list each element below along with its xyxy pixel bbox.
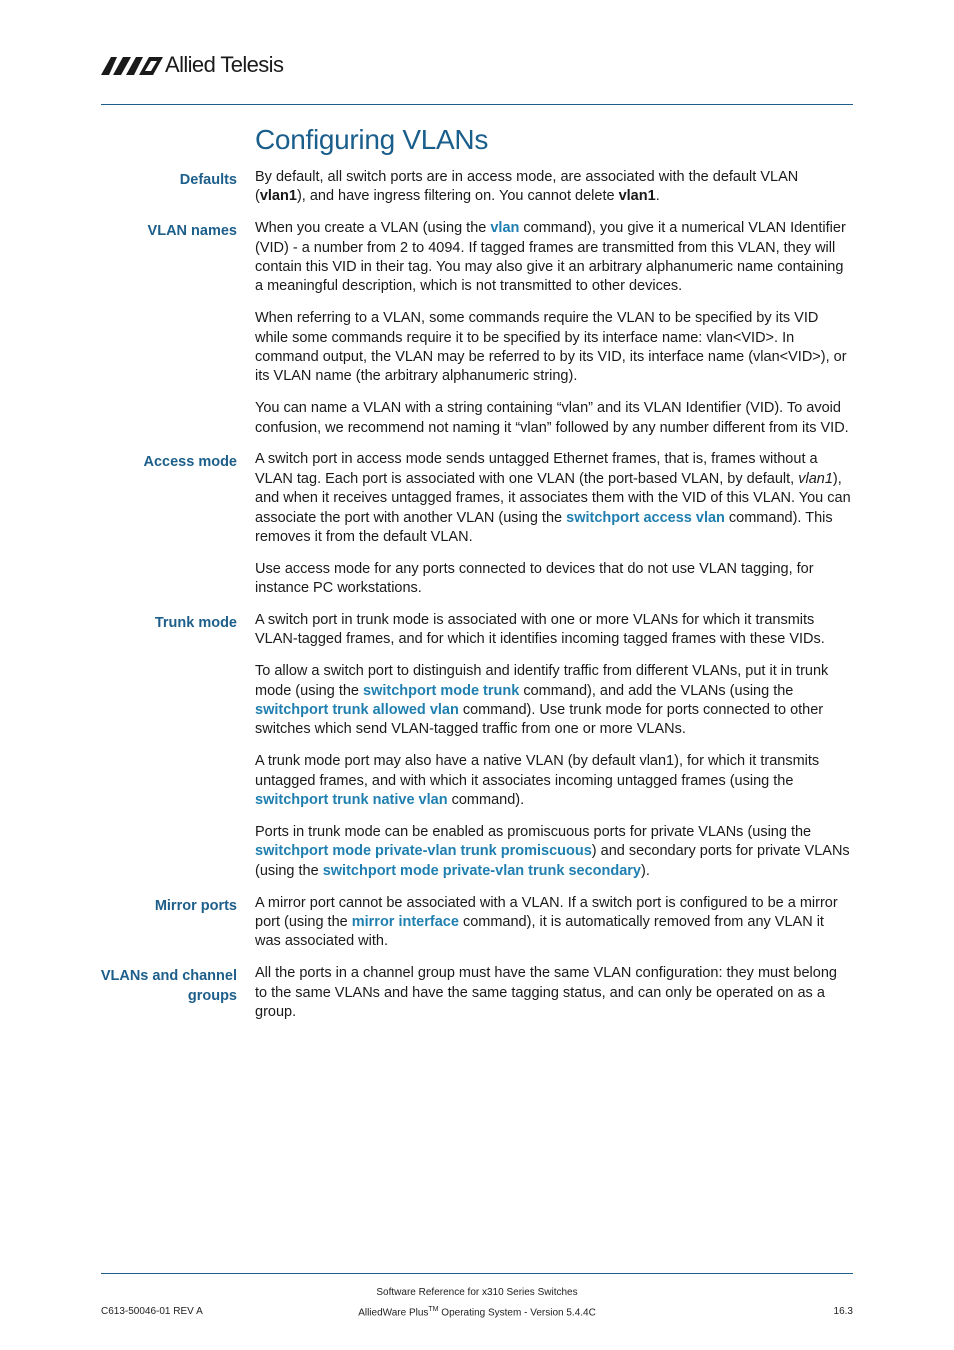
footer-doc-id: C613-50046-01 REV A xyxy=(101,1306,203,1317)
command-link[interactable]: switchport mode trunk xyxy=(363,682,520,699)
section-label: VLAN names xyxy=(147,223,237,240)
footer-rule xyxy=(101,1273,853,1274)
text-run: By default, all switch ports are in access mode, are associated with the default VLAN ( xyxy=(255,169,799,205)
command-link[interactable]: switchport access vlan xyxy=(566,509,725,526)
section-defaults xyxy=(0,168,954,207)
section-trunk-mode xyxy=(0,611,954,881)
section-label: Defaults xyxy=(179,172,237,188)
text-run: command), you give it a numerical VLAN Identifier (VID) - a number from 2 to 4094. If tagged frames are transmitted from this VLAN, they will contain this VID in their tag. You may also give it an arbitrary alphanumeric name containing a meaningful description, which is not transmitted to other devices. xyxy=(255,220,846,295)
section-mirror-ports xyxy=(0,894,954,952)
text-run: command), it is automatically removed from any VLAN it was associated with. xyxy=(255,913,824,950)
text-run: To allow a switch port to distinguish and identify traffic from different VLANs, put it in trunk mode (using the xyxy=(255,663,829,699)
section-label: Access mode xyxy=(143,454,237,471)
command-link[interactable]: switchport mode private-vlan trunk promiscuous xyxy=(255,843,592,860)
command-link[interactable]: switchport trunk native vlan xyxy=(255,792,448,809)
section-vlans-and-channel-groups xyxy=(0,964,954,1022)
text-run: ). xyxy=(641,862,650,879)
section-access-mode xyxy=(0,450,954,598)
paragraph xyxy=(255,219,853,297)
text-run: All the ports in a channel group must have the same VLAN configuration: they must belong to the same VLANs and have the same tagging status, and can only be operated on as a group. xyxy=(255,965,837,1020)
text-run: A switch port in trunk mode is associated with one or more VLANs for which it transmits VLAN-tagged frames, and for which it identifies incoming tagged frames with these VIDs. xyxy=(255,612,825,648)
command-link[interactable]: switchport mode private-vlan trunk secondary xyxy=(322,862,641,879)
command-link[interactable]: mirror interface xyxy=(351,913,459,930)
section-label: Trunk mode xyxy=(154,615,237,632)
text-run: You can name a VLAN with a string containing “vlan” and its VLAN Identifier (VID). To avoid confusion, we recommend not naming it “vlan” followed by any number different from its VID. xyxy=(255,400,849,436)
text-run: Use access mode for any ports connected to devices that do not use VLAN tagging, for instance PC workstations. xyxy=(255,560,814,597)
paragraph xyxy=(255,752,853,810)
paragraph xyxy=(255,823,853,881)
paragraph xyxy=(255,309,853,387)
text-run: A mirror port cannot be associated with a VLAN. If a switch port is configured to be a mirror port (using the xyxy=(255,894,838,930)
text-run: When you create a VLAN (using the xyxy=(255,220,491,237)
paragraph xyxy=(255,662,853,740)
section-label: Mirror ports xyxy=(154,897,237,914)
text-run: . xyxy=(655,188,660,205)
section-vlan-names xyxy=(0,219,954,438)
text-run: When referring to a VLAN, some commands require the VLAN to be specified by its VID while some commands require it to be specified by its interface name: vlan<VID>. In command output, the VLAN may be referred to by its VID, its interface name (vlan<VID>), or its VLAN name (the arbitrary alphanumeric string). xyxy=(255,310,847,385)
allied-telesis-logo xyxy=(101,50,283,80)
text-run: command). Use trunk mode for ports connected to other switches which send VLAN-tagged traffic from one or more VLANs. xyxy=(255,702,824,738)
text-run: command), and add the VLANs (using the xyxy=(519,682,794,699)
paragraph xyxy=(255,611,853,650)
text-run: A trunk mode port may also have a native VLAN (by default vlan1), for which it transmits untagged frames, and with which it associates incoming untagged frames (using the xyxy=(255,753,820,789)
logo-text: Allied Telesis xyxy=(165,52,284,77)
italic-text: vlan1 xyxy=(798,470,833,487)
header-rule xyxy=(101,104,853,105)
bold-text: vlan1 xyxy=(259,188,297,205)
paragraph xyxy=(255,894,853,952)
command-link[interactable]: vlan xyxy=(490,220,520,237)
paragraph xyxy=(255,560,853,599)
page-title: Configuring VLANs xyxy=(255,124,489,155)
text-run: ) and secondary ports for private VLANs (using the xyxy=(255,843,850,879)
paragraph xyxy=(255,399,853,438)
paragraph xyxy=(255,964,853,1022)
text-run: ), and when it receives untagged frames, it associates them with the VID of this VLAN. You can associate the port with another VLAN (using the xyxy=(255,470,851,526)
bold-text: vlan1 xyxy=(618,188,656,205)
paragraph xyxy=(255,450,853,547)
text-run: Ports in trunk mode can be enabled as promiscuous ports for private VLANs (using the xyxy=(255,823,812,840)
text-run: command). xyxy=(447,792,525,809)
logo-mark-icon xyxy=(101,54,163,76)
text-run: ), and have ingress filtering on. You cannot delete xyxy=(296,188,619,205)
paragraph xyxy=(255,168,853,207)
footer-title: Software Reference for x310 Series Switches xyxy=(376,1287,578,1298)
footer-os-version: AlliedWare Plus™ Operating System - Version 5.4.4C xyxy=(358,1306,596,1319)
command-link[interactable]: switchport trunk allowed vlan xyxy=(255,702,459,719)
document-body xyxy=(0,168,954,1035)
section-label: VLANs and channel groups xyxy=(100,968,237,1004)
text-run: command). This removes it from the default VLAN. xyxy=(255,509,833,546)
text-run: A switch port in access mode sends untagged Ethernet frames, that is, frames without a VLAN tag. Each port is associated with one VLAN (the port-based VLAN, by default, xyxy=(255,451,818,487)
footer-page-number: 16.3 xyxy=(833,1306,853,1317)
